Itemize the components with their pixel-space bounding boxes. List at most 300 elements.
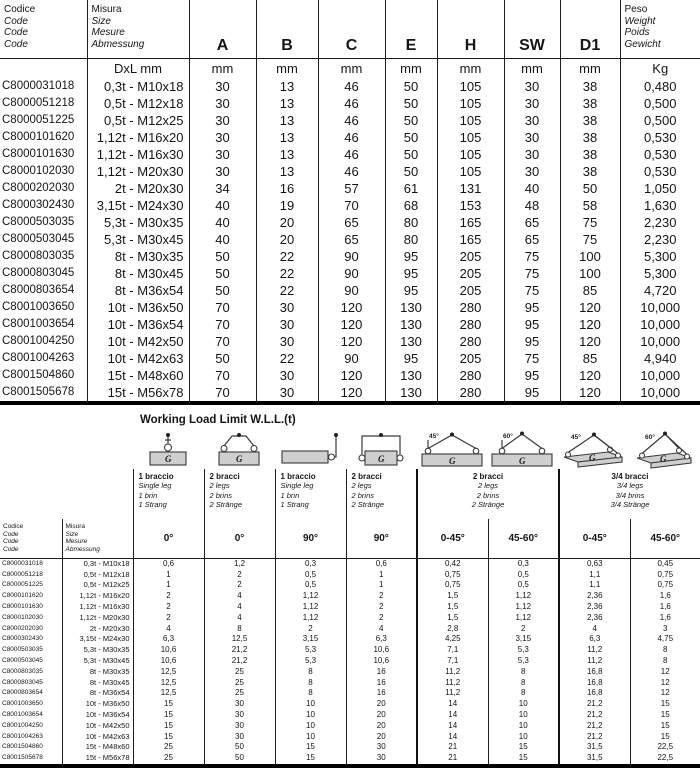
cell-code: C8000102030 <box>2 164 75 177</box>
cell-wll-value: 2,36 <box>559 613 630 624</box>
column-header-E: E <box>385 0 437 58</box>
cell-wll-value: 0,75 <box>630 570 700 581</box>
cell-wll-value: 7,1 <box>417 656 488 667</box>
cell-wll-value: 30 <box>346 753 417 766</box>
cell-wll-value: 12 <box>630 688 700 699</box>
cell-b: 30 <box>256 316 318 333</box>
cell-b: 30 <box>256 384 318 403</box>
dimensions-row <box>0 112 700 129</box>
cell-sw: 30 <box>504 163 560 180</box>
cell-h: 205 <box>437 282 504 299</box>
cell-d1: 38 <box>560 112 620 129</box>
dimensions-row <box>0 78 700 95</box>
cell-e: 50 <box>385 95 437 112</box>
cell-d1: 85 <box>560 282 620 299</box>
cell-e: 130 <box>385 384 437 403</box>
unit-mm: mm <box>256 58 318 78</box>
cell-a: 50 <box>189 282 256 299</box>
cell-wll-value: 0,6 <box>133 559 204 570</box>
unit-mm: mm <box>189 58 256 78</box>
cell-wll-value: 0,5 <box>488 580 559 591</box>
cell-wll-value: 10 <box>275 710 346 721</box>
cell-e: 95 <box>385 350 437 367</box>
cell-wll-value: 11,2 <box>559 645 630 656</box>
cell-b: 30 <box>256 367 318 384</box>
cell-size: 8t - M30x35 <box>87 248 189 265</box>
two-leg-vertical-icon <box>204 427 275 469</box>
unit-mm: mm <box>318 58 385 78</box>
cell-wll-value: 11,2 <box>559 656 630 667</box>
cell-wll-value: 2 <box>204 580 275 591</box>
cell-kg: 2,230 <box>620 231 700 248</box>
unit-mm: mm <box>385 58 437 78</box>
cell-a: 30 <box>189 129 256 146</box>
cell-wll-value: 15 <box>630 699 700 710</box>
dimensions-row <box>0 129 700 146</box>
svg-text:60°: 60° <box>644 433 655 441</box>
cell-wll-value: 5,3 <box>275 656 346 667</box>
cell-c: 90 <box>318 282 385 299</box>
cell-wll-value: 4 <box>346 624 417 635</box>
svg-text:45°: 45° <box>428 432 439 440</box>
cell-size: 15t - M56x78 <box>87 384 189 403</box>
cell-b: 22 <box>256 265 318 282</box>
cell-code: C8000803045 <box>2 266 75 279</box>
cell-size: 5,3t - M30x35 <box>87 214 189 231</box>
svg-text:G: G <box>589 452 596 463</box>
cell-code: C8001003654 <box>2 711 43 719</box>
cell-wll-value: 20 <box>346 732 417 743</box>
cell-wll-value: 30 <box>204 710 275 721</box>
cell-wll-value: 16,8 <box>559 678 630 689</box>
cell-wll-value: 21,2 <box>559 699 630 710</box>
cell-wll-value: 2 <box>346 591 417 602</box>
cell-b: 13 <box>256 95 318 112</box>
wll-table-body <box>0 559 700 766</box>
cell-wll-value: 15 <box>488 742 559 753</box>
cell-size: 1,12t - M16x20 <box>62 591 133 602</box>
cell-sw: 30 <box>504 95 560 112</box>
wll-row <box>0 688 700 699</box>
cell-a: 70 <box>189 333 256 350</box>
cell-kg: 0,500 <box>620 95 700 112</box>
multi-leg-60deg-icon <box>629 427 700 469</box>
cell-kg: 10,000 <box>620 299 700 316</box>
cell-size: 5,3t - M30x45 <box>62 656 133 667</box>
dimensions-row <box>0 299 700 316</box>
cell-code: C8000302430 <box>2 635 43 643</box>
wll-title: Working Load Limit W.L.L.(t) <box>140 413 296 426</box>
cell-size: 15t - M48x60 <box>62 742 133 753</box>
cell-h: 165 <box>437 231 504 248</box>
cell-wll-value: 8 <box>275 678 346 689</box>
cell-sw: 95 <box>504 333 560 350</box>
cell-b: 22 <box>256 350 318 367</box>
cell-wll-value: 2,36 <box>559 591 630 602</box>
unit-mm: mm <box>437 58 504 78</box>
cell-wll-value: 16 <box>346 667 417 678</box>
cell-c: 120 <box>318 333 385 350</box>
two-leg-60deg-icon <box>487 427 558 469</box>
cell-wll-value: 12 <box>630 678 700 689</box>
cell-wll-value: 15 <box>133 721 204 732</box>
cell-h: 105 <box>437 78 504 95</box>
cell-wll-value: 30 <box>204 732 275 743</box>
angle-header-90: 90° <box>275 519 346 559</box>
svg-text:G: G <box>448 455 456 466</box>
cell-wll-value: 7,1 <box>417 645 488 656</box>
cell-wll-value: 1,12 <box>275 591 346 602</box>
cell-sw: 30 <box>504 112 560 129</box>
dimensions-row <box>0 316 700 333</box>
cell-c: 120 <box>318 299 385 316</box>
cell-wll-value: 25 <box>204 667 275 678</box>
cell-wll-value: 1,6 <box>630 602 700 613</box>
dimensions-row <box>0 95 700 112</box>
column-header-B: B <box>256 0 318 58</box>
cell-code: C8001505678 <box>2 754 43 762</box>
cell-code: C8000051218 <box>2 570 43 578</box>
cell-wll-value: 1 <box>346 570 417 581</box>
cell-wll-value: 4,25 <box>417 634 488 645</box>
cell-wll-value: 10 <box>488 710 559 721</box>
cell-size: 0,3t - M10x18 <box>62 559 133 570</box>
cell-h: 280 <box>437 316 504 333</box>
cell-code: C8000803654 <box>2 283 75 296</box>
cell-sw: 40 <box>504 180 560 197</box>
cell-c: 46 <box>318 112 385 129</box>
cell-wll-value: 10,6 <box>346 645 417 656</box>
cell-a: 70 <box>189 384 256 403</box>
size-header-fr: Mesure <box>91 27 125 38</box>
cell-wll-value: 16,8 <box>559 688 630 699</box>
dimensions-row <box>0 214 700 231</box>
cell-code: C8000803035 <box>2 249 75 262</box>
cell-sw: 95 <box>504 299 560 316</box>
cell-size: 1,12t - M16x30 <box>62 602 133 613</box>
cell-wll-value: 2 <box>133 613 204 624</box>
cell-wll-value: 2,36 <box>559 602 630 613</box>
cell-size: 15t - M48x60 <box>87 367 189 384</box>
wll-row <box>0 570 700 581</box>
wll-header-row <box>0 519 700 559</box>
angle-header-0-45: 0-45° <box>417 519 488 559</box>
cell-d1: 38 <box>560 163 620 180</box>
cell-wll-value: 0,5 <box>275 570 346 581</box>
cell-wll-value: 15 <box>630 710 700 721</box>
cell-wll-value: 25 <box>204 678 275 689</box>
cell-size: 10t - M42x63 <box>62 732 133 743</box>
cell-wll-value: 0,6 <box>346 559 417 570</box>
cell-code: C8001003650 <box>2 300 75 313</box>
cell-wll-value: 12,5 <box>204 634 275 645</box>
cell-b: 13 <box>256 146 318 163</box>
wll-row <box>0 753 700 766</box>
cell-d1: 50 <box>560 180 620 197</box>
wll-row <box>0 667 700 678</box>
wll-row <box>0 645 700 656</box>
cell-code: C8000302430 <box>2 198 75 211</box>
cell-wll-value: 10,6 <box>133 656 204 667</box>
cell-wll-value: 1,12 <box>488 591 559 602</box>
leg-configuration-row <box>0 469 700 519</box>
cell-d1: 120 <box>560 316 620 333</box>
cell-wll-value: 0,5 <box>275 580 346 591</box>
cell-b: 22 <box>256 248 318 265</box>
cell-wll-value: 20 <box>346 710 417 721</box>
cell-kg: 0,480 <box>620 78 700 95</box>
cell-b: 20 <box>256 214 318 231</box>
weight-header-it: Peso <box>624 4 648 15</box>
cell-h: 105 <box>437 112 504 129</box>
single-leg-90deg-icon <box>275 427 346 469</box>
cell-wll-value: 8 <box>488 678 559 689</box>
dimensions-row <box>0 197 700 214</box>
cell-h: 280 <box>437 367 504 384</box>
cell-wll-value: 0,3 <box>488 559 559 570</box>
cell-a: 30 <box>189 163 256 180</box>
cell-size: 10t - M36x50 <box>62 699 133 710</box>
cell-wll-value: 15 <box>630 721 700 732</box>
cell-c: 46 <box>318 163 385 180</box>
dimensions-row <box>0 333 700 350</box>
wll-row <box>0 602 700 613</box>
cell-a: 34 <box>189 180 256 197</box>
cell-wll-value: 1,1 <box>559 580 630 591</box>
cell-h: 105 <box>437 129 504 146</box>
code-header-de: Code <box>4 38 28 50</box>
cell-c: 46 <box>318 129 385 146</box>
cell-wll-value: 15 <box>275 753 346 766</box>
cell-wll-value: 1,12 <box>275 602 346 613</box>
cell-c: 90 <box>318 265 385 282</box>
cell-size: 0,5t - M12x18 <box>87 95 189 112</box>
cell-kg: 1,050 <box>620 180 700 197</box>
cell-code: C8000051225 <box>2 581 43 589</box>
cell-kg: 0,530 <box>620 163 700 180</box>
wll-row <box>0 721 700 732</box>
column-header-H: H <box>437 0 504 58</box>
cell-size: 10t - M42x63 <box>87 350 189 367</box>
cell-b: 13 <box>256 112 318 129</box>
cell-wll-value: 31,5 <box>559 753 630 766</box>
cell-e: 50 <box>385 112 437 129</box>
cell-e: 130 <box>385 333 437 350</box>
cell-wll-value: 21,2 <box>559 732 630 743</box>
cell-wll-value: 1,1 <box>559 570 630 581</box>
cell-c: 65 <box>318 214 385 231</box>
cell-wll-value: 8 <box>275 667 346 678</box>
wll-code-column-header: Codice Code Code Code <box>0 519 62 559</box>
cell-code: C8000503035 <box>2 646 43 654</box>
cell-c: 120 <box>318 316 385 333</box>
cell-b: 30 <box>256 333 318 350</box>
wll-row <box>0 710 700 721</box>
cell-a: 50 <box>189 248 256 265</box>
cell-sw: 65 <box>504 214 560 231</box>
leg-label-two-vertical: 2 bracci 2 legs 2 brins 2 Stränge <box>204 469 275 519</box>
cell-wll-value: 2 <box>488 624 559 635</box>
cell-d1: 120 <box>560 384 620 403</box>
cell-kg: 10,000 <box>620 316 700 333</box>
wll-row <box>0 624 700 635</box>
cell-h: 105 <box>437 163 504 180</box>
wll-row <box>0 613 700 624</box>
cell-kg: 5,300 <box>620 248 700 265</box>
cell-kg: 4,720 <box>620 282 700 299</box>
single-leg-vertical-icon <box>133 427 204 469</box>
cell-wll-value: 4,75 <box>630 634 700 645</box>
cell-wll-value: 12 <box>630 667 700 678</box>
cell-c: 120 <box>318 384 385 403</box>
cell-size: 3,15t - M24x30 <box>62 634 133 645</box>
cell-d1: 38 <box>560 146 620 163</box>
cell-b: 30 <box>256 299 318 316</box>
dimensions-row <box>0 231 700 248</box>
cell-h: 153 <box>437 197 504 214</box>
svg-text:45°: 45° <box>571 433 582 441</box>
cell-code: C8000101630 <box>2 147 75 160</box>
cell-size: 0,5t - M12x18 <box>62 570 133 581</box>
cell-c: 70 <box>318 197 385 214</box>
code-header-en: Code <box>4 15 28 27</box>
cell-wll-value: 11,2 <box>417 667 488 678</box>
cell-wll-value: 14 <box>417 721 488 732</box>
cell-wll-value: 30 <box>204 721 275 732</box>
cell-wll-value: 0,5 <box>488 570 559 581</box>
cell-wll-value: 12,5 <box>133 678 204 689</box>
cell-code: C8001003654 <box>2 317 75 330</box>
cell-size: 8t - M36x54 <box>62 688 133 699</box>
dimensions-row <box>0 350 700 367</box>
cell-d1: 120 <box>560 333 620 350</box>
angle-header-90b: 90° <box>346 519 417 559</box>
cell-size: 10t - M42x50 <box>62 721 133 732</box>
dimensions-row <box>0 163 700 180</box>
weight-column-header <box>620 0 700 58</box>
weight-header-en: Weight <box>624 15 656 27</box>
wll-row <box>0 591 700 602</box>
cell-code: C8000101620 <box>2 130 75 143</box>
cell-wll-value: 15 <box>275 742 346 753</box>
cell-d1: 38 <box>560 129 620 146</box>
cell-code: C8000101620 <box>2 592 43 600</box>
cell-wll-value: 21,2 <box>559 721 630 732</box>
dimensions-row <box>0 282 700 299</box>
two-leg-90deg-icon <box>345 427 416 469</box>
angle-header-45-60: 45-60° <box>488 519 559 559</box>
cell-wll-value: 1,2 <box>204 559 275 570</box>
unit-mm: mm <box>560 58 620 78</box>
cell-size: 10t - M36x54 <box>87 316 189 333</box>
cell-code: C8000503045 <box>2 232 75 245</box>
cell-wll-value: 21,2 <box>204 645 275 656</box>
cell-kg: 0,500 <box>620 112 700 129</box>
cell-e: 50 <box>385 129 437 146</box>
dimensions-row <box>0 384 700 403</box>
cell-e: 95 <box>385 248 437 265</box>
cell-size: 5,3t - M30x45 <box>87 231 189 248</box>
cell-e: 130 <box>385 367 437 384</box>
cell-wll-value: 0,63 <box>559 559 630 570</box>
cell-wll-value: 0,45 <box>630 559 700 570</box>
cell-code: C8000051225 <box>2 113 75 126</box>
cell-code: C8001505678 <box>2 385 75 398</box>
cell-wll-value: 30 <box>346 742 417 753</box>
cell-wll-value: 3,15 <box>275 634 346 645</box>
cell-wll-value: 5,3 <box>488 645 559 656</box>
cell-wll-value: 4 <box>133 624 204 635</box>
cell-wll-value: 1,5 <box>417 613 488 624</box>
cell-wll-value: 10 <box>488 721 559 732</box>
cell-sw: 48 <box>504 197 560 214</box>
cell-a: 30 <box>189 146 256 163</box>
cell-wll-value: 21 <box>417 753 488 766</box>
cell-wll-value: 25 <box>204 688 275 699</box>
cell-d1: 58 <box>560 197 620 214</box>
cell-kg: 10,000 <box>620 384 700 403</box>
cell-h: 280 <box>437 299 504 316</box>
cell-e: 68 <box>385 197 437 214</box>
weight-header-de: Gewicht <box>624 38 661 50</box>
wll-size-column-header: Misura Size Mesure Abmessung <box>62 519 133 559</box>
cell-c: 120 <box>318 367 385 384</box>
leg-label-single-90: 1 braccio Single leg 1 brin 1 Strang <box>275 469 346 519</box>
cell-kg: 5,300 <box>620 265 700 282</box>
cell-wll-value: 2 <box>133 602 204 613</box>
cell-c: 90 <box>318 248 385 265</box>
cell-sw: 75 <box>504 248 560 265</box>
cell-e: 130 <box>385 316 437 333</box>
cell-code: C8001004250 <box>2 334 75 347</box>
svg-text:G: G <box>236 453 243 464</box>
wll-row <box>0 699 700 710</box>
cell-wll-value: 2 <box>204 570 275 581</box>
cell-a: 30 <box>189 112 256 129</box>
code-header-fr: Code <box>4 27 28 38</box>
cell-wll-value: 4 <box>559 624 630 635</box>
angle-header-0: 0° <box>133 519 204 559</box>
wll-row <box>0 678 700 689</box>
cell-d1: 120 <box>560 367 620 384</box>
cell-size: 2t - M20x30 <box>87 180 189 197</box>
cell-e: 50 <box>385 163 437 180</box>
svg-text:G: G <box>165 453 172 464</box>
cell-a: 40 <box>189 231 256 248</box>
cell-wll-value: 10,6 <box>346 656 417 667</box>
cell-wll-value: 8 <box>488 667 559 678</box>
cell-a: 70 <box>189 299 256 316</box>
cell-b: 20 <box>256 231 318 248</box>
cell-size: 8t - M30x35 <box>62 667 133 678</box>
cell-wll-value: 15 <box>630 732 700 743</box>
cell-sw: 75 <box>504 350 560 367</box>
cell-code: C8000803654 <box>2 689 43 697</box>
cell-wll-value: 0,75 <box>630 580 700 591</box>
size-column-header <box>87 0 189 58</box>
cell-wll-value: 15 <box>488 753 559 766</box>
cell-wll-value: 2 <box>275 624 346 635</box>
cell-d1: 38 <box>560 78 620 95</box>
cell-wll-value: 1,12 <box>488 602 559 613</box>
cell-h: 105 <box>437 95 504 112</box>
cell-h: 165 <box>437 214 504 231</box>
cell-size: 1,12t - M16x20 <box>87 129 189 146</box>
cell-d1: 100 <box>560 265 620 282</box>
cell-kg: 4,940 <box>620 350 700 367</box>
cell-wll-value: 1 <box>133 580 204 591</box>
cell-code: C8001003650 <box>2 700 43 708</box>
